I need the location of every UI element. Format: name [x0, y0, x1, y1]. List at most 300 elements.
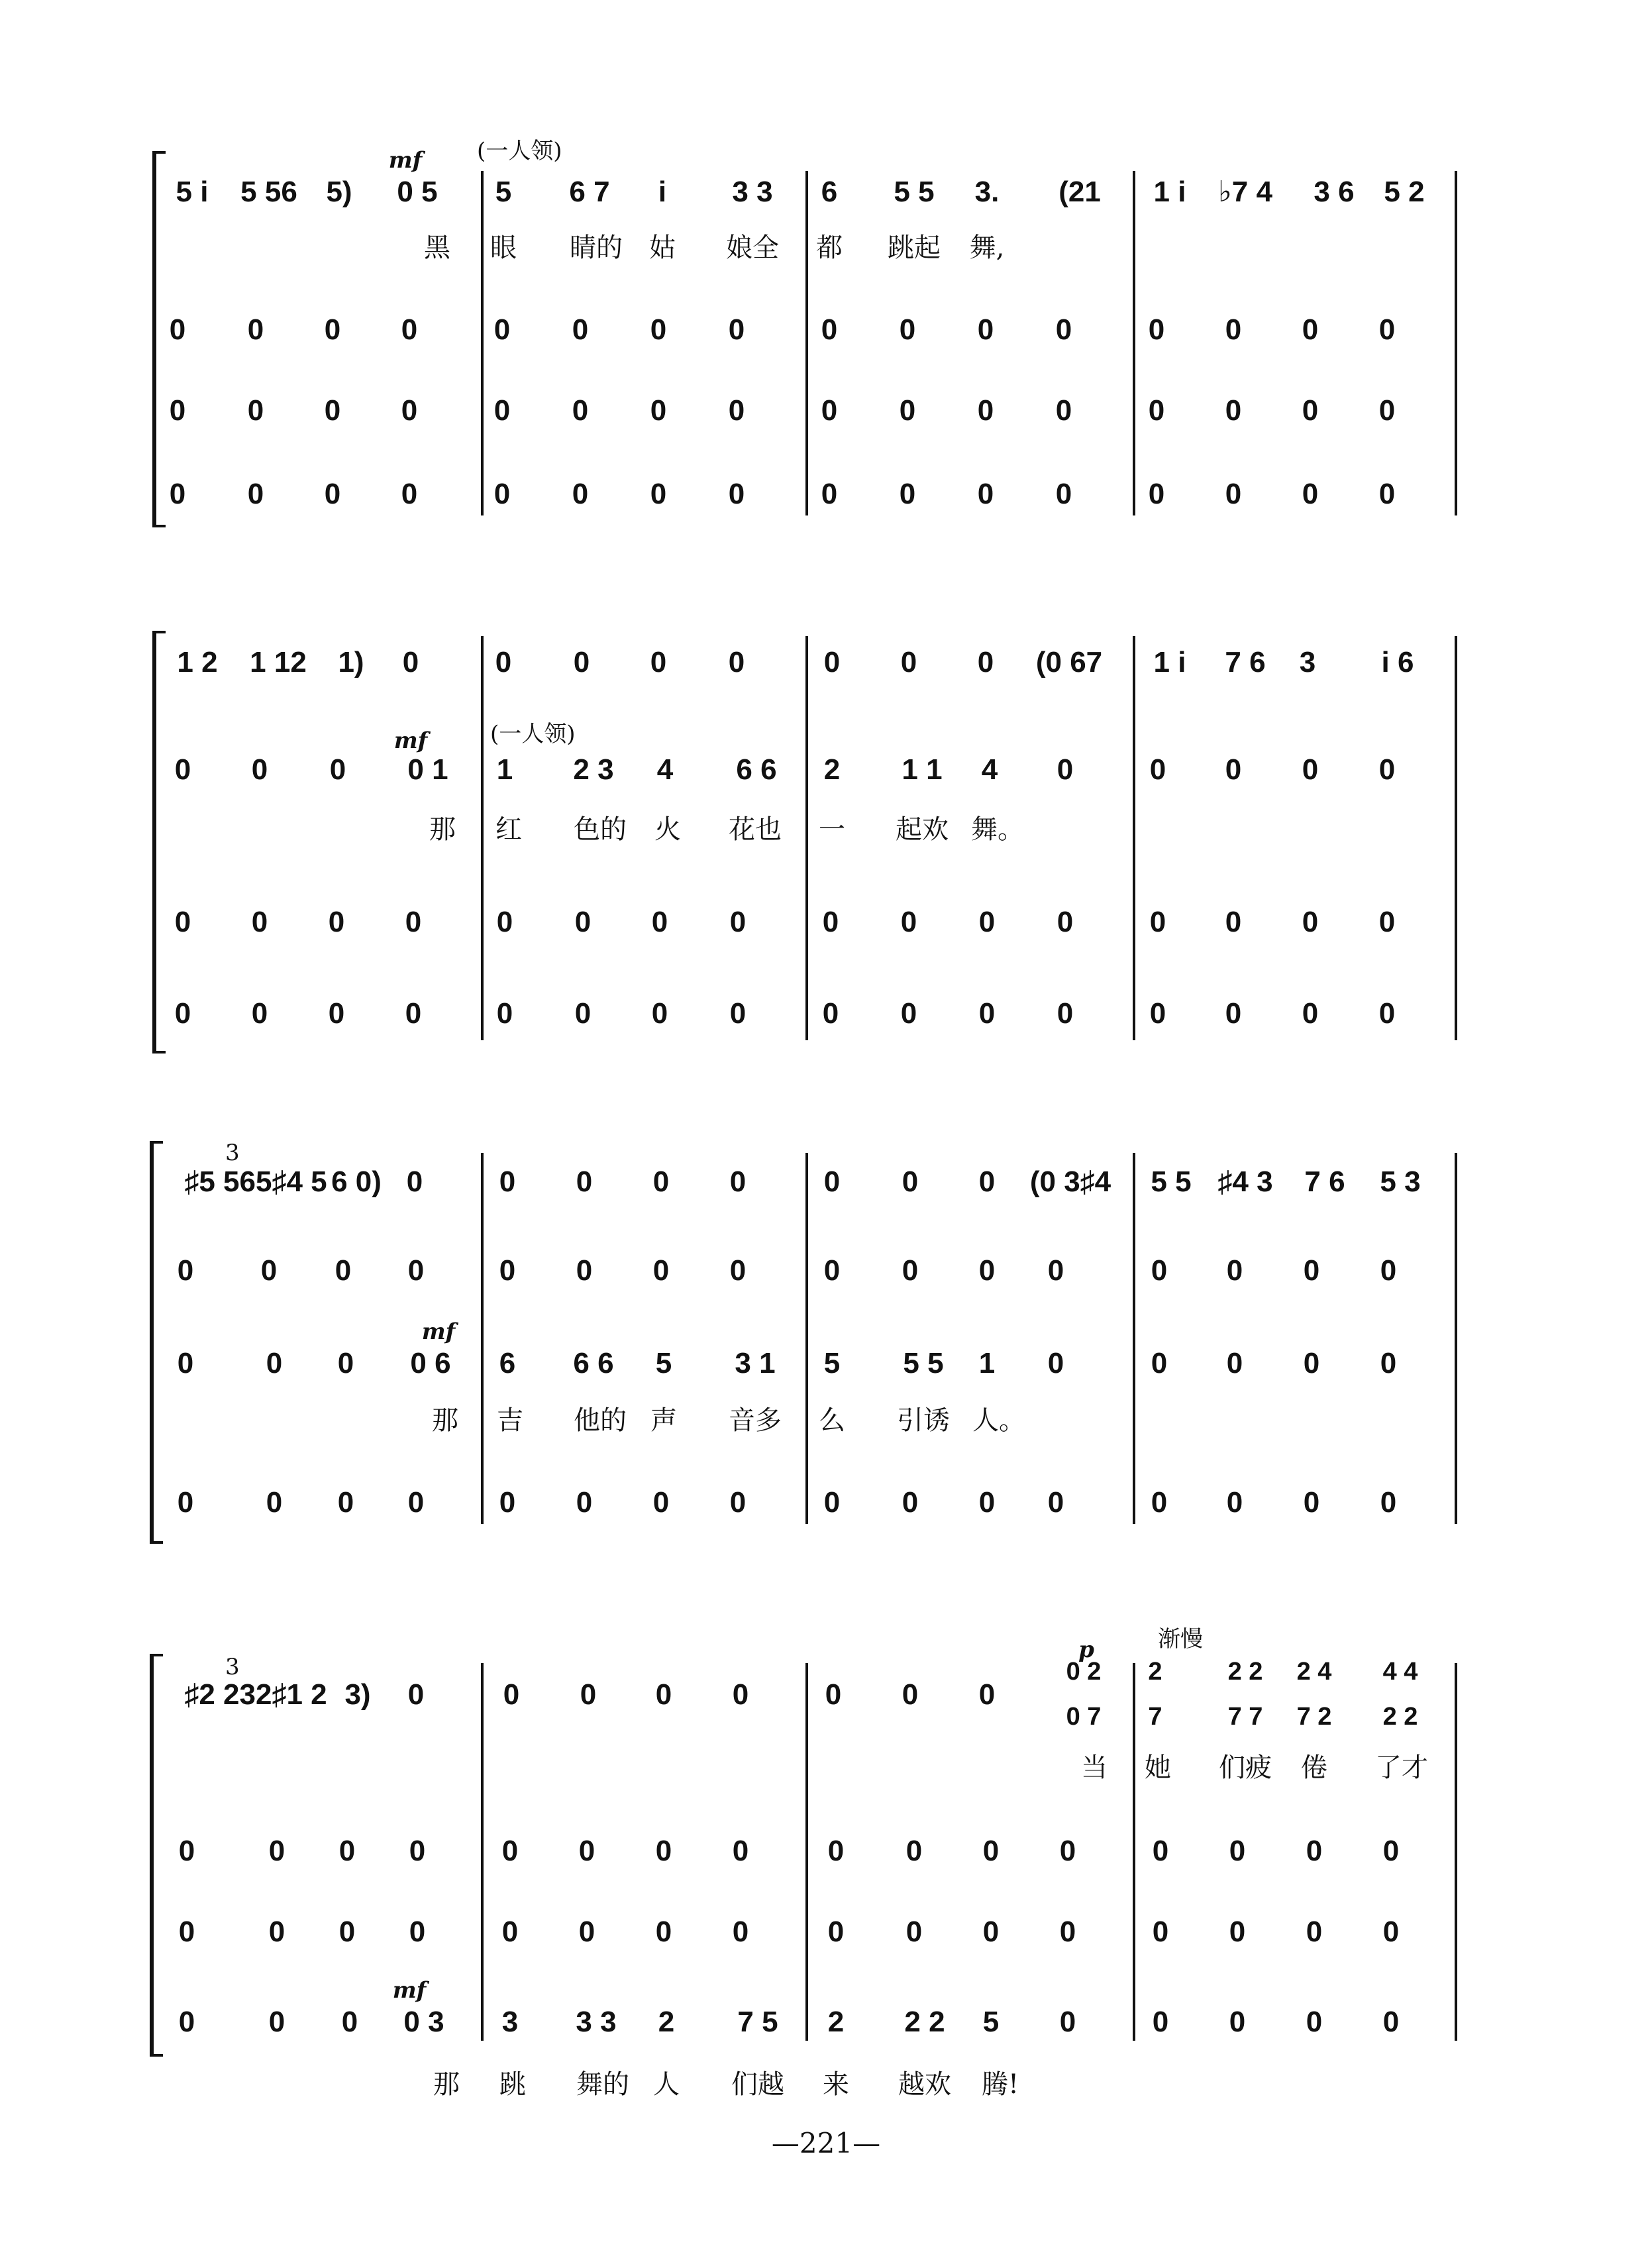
- lyric: 黑: [424, 233, 450, 263]
- triplet-mark: 3: [225, 1140, 240, 1166]
- note-token: 6: [821, 176, 838, 208]
- lyric: 舞。: [971, 814, 1024, 845]
- note-token: 0: [900, 997, 917, 1030]
- note-token: 0: [174, 997, 191, 1030]
- note-token: 0: [1152, 2006, 1169, 2038]
- note-token: 1 1: [902, 753, 943, 786]
- note-token: ♯4 3: [1217, 1165, 1273, 1198]
- note-token: 0: [338, 1835, 356, 1867]
- note-token: 0: [496, 997, 513, 1030]
- note-token: 7 5: [737, 2006, 778, 2038]
- note-token: 0: [409, 1835, 426, 1867]
- note-token: 0: [174, 753, 191, 786]
- note-token: 0: [328, 906, 345, 938]
- lyric: 红: [495, 814, 522, 845]
- note-token: 0: [821, 478, 838, 510]
- note-token: 0: [1225, 313, 1242, 346]
- lyric: 了才: [1375, 1753, 1428, 1783]
- note-token: 0: [1055, 394, 1072, 427]
- note-token: 0: [1059, 1835, 1076, 1867]
- lyric: 眼: [490, 233, 517, 263]
- lyric: 引诱: [897, 1405, 950, 1436]
- note-token: 0: [493, 313, 511, 346]
- note-token: 0: [402, 646, 419, 678]
- note-token: 0: [495, 646, 512, 678]
- note-token: 0: [1148, 394, 1165, 427]
- note-token: 0: [499, 1254, 516, 1287]
- note-token: 0: [978, 1254, 996, 1287]
- note-token: 0: [977, 478, 994, 510]
- note-token: 0: [405, 906, 422, 938]
- note-token: 0: [650, 646, 667, 678]
- note-token: 0: [827, 1916, 845, 1948]
- note-token: 0: [905, 1916, 923, 1948]
- note-token: 0: [902, 1486, 919, 1519]
- lyric: 舞的: [576, 2069, 629, 2100]
- lyric: 人: [653, 2069, 680, 2100]
- note-token: 0: [1302, 906, 1319, 938]
- note-token: 1 2: [177, 646, 218, 678]
- note-token: 1 12: [250, 646, 307, 678]
- note-token: 0: [266, 1486, 283, 1519]
- note-token: 0: [1226, 1486, 1243, 1519]
- note-token: 0: [493, 478, 511, 510]
- note-token: 0: [1149, 906, 1166, 938]
- lyric: 么: [819, 1405, 845, 1436]
- note-token: 0: [1378, 478, 1396, 510]
- note-token: 0: [178, 2006, 195, 2038]
- note-token: 0: [655, 1916, 672, 1948]
- tempo-mark: 渐慢: [1158, 1626, 1203, 1652]
- note-token: 3.: [974, 176, 1000, 208]
- note-token: 0: [652, 1486, 670, 1519]
- lyric: 一: [819, 814, 845, 845]
- note-token: 0: [178, 1835, 195, 1867]
- note-token: 0: [405, 997, 422, 1030]
- note-token: 0: [977, 394, 994, 427]
- note-token: 0: [501, 1916, 519, 1948]
- note-token: 0: [728, 646, 745, 678]
- dynamic-p: p: [1078, 1637, 1094, 1663]
- lyric: 们越: [731, 2069, 784, 2100]
- note-token: 0: [268, 1835, 285, 1867]
- note-token: 7 7: [1227, 1703, 1263, 1731]
- note-token: 0: [1225, 478, 1242, 510]
- note-token: 0: [251, 906, 268, 938]
- note-token: 3: [501, 2006, 519, 2038]
- note-token: 0: [729, 1165, 747, 1198]
- note-token: 0: [1229, 1835, 1246, 1867]
- lyric: 色的: [574, 814, 627, 845]
- note-token: 0: [341, 2006, 358, 2038]
- note-token: 0: [1151, 1254, 1168, 1287]
- lyric: 吉: [497, 1405, 523, 1436]
- note-token: 0: [1226, 1254, 1243, 1287]
- note-token: 0: [401, 478, 418, 510]
- note-token: 3: [1299, 646, 1316, 678]
- note-token: 0: [1055, 313, 1072, 346]
- note-token: 0: [728, 394, 745, 427]
- note-token: 0: [337, 1486, 354, 1519]
- note-token: 0: [1378, 753, 1396, 786]
- note-token: 0: [1059, 2006, 1076, 2038]
- note-token: 0: [1380, 1486, 1397, 1519]
- note-token: 0: [1055, 478, 1072, 510]
- note-token: i: [658, 176, 667, 208]
- note-token: 2 2: [904, 2006, 945, 2038]
- note-token: 0: [1380, 1254, 1397, 1287]
- system-brace: [150, 1141, 163, 1544]
- note-token: 0: [1303, 1347, 1320, 1379]
- note-token: 0: [1302, 313, 1319, 346]
- note-token: 0: [650, 313, 667, 346]
- barline: [481, 636, 484, 1040]
- lyric: 姑: [649, 233, 676, 263]
- note-token: 0 1: [407, 753, 448, 786]
- note-token: 4 4: [1382, 1658, 1418, 1686]
- note-token: 0: [1152, 1835, 1169, 1867]
- note-token: 1 i: [1153, 176, 1186, 208]
- note-token: 0: [407, 1486, 425, 1519]
- note-token: 0: [501, 1835, 519, 1867]
- note-token: 0: [178, 1916, 195, 1948]
- note-token: 5 2: [1384, 176, 1425, 208]
- note-token: 0: [174, 906, 191, 938]
- system-brace: [152, 151, 166, 527]
- note-token: 0 5: [397, 176, 438, 208]
- note-token: 0: [260, 1254, 278, 1287]
- note-token: 0: [1378, 997, 1396, 1030]
- note-token: 0: [1302, 997, 1319, 1030]
- barline: [481, 1663, 484, 2041]
- note-token: 0: [324, 394, 341, 427]
- note-token: 2 4: [1296, 1658, 1332, 1686]
- note-token: 6 6: [736, 753, 777, 786]
- note-token: 0: [1303, 1254, 1320, 1287]
- lyric: 起欢: [896, 814, 949, 845]
- note-token: 0: [900, 646, 917, 678]
- note-token: 0: [337, 1347, 354, 1379]
- note-token: 0: [499, 1486, 516, 1519]
- note-token: 0: [572, 313, 589, 346]
- note-token: 0: [1148, 478, 1165, 510]
- system-brace: [150, 1654, 163, 2057]
- note-token: 0: [902, 1678, 919, 1711]
- lyric: 来: [823, 2069, 849, 2100]
- note-token: 0: [576, 1165, 593, 1198]
- note-token: 5 5: [903, 1347, 944, 1379]
- lyric: 舞,: [969, 233, 1005, 263]
- note-token: 0: [247, 313, 264, 346]
- note-token: 0: [655, 1835, 672, 1867]
- note-token: 0: [268, 1916, 285, 1948]
- note-token: 0: [503, 1678, 520, 1711]
- note-token: 0: [652, 1254, 670, 1287]
- note-token: 0: [729, 1486, 747, 1519]
- note-token: 0: [821, 394, 838, 427]
- note-token: 7 6: [1225, 646, 1266, 678]
- lyric: 都: [816, 233, 843, 263]
- note-token: 6 0): [331, 1165, 382, 1198]
- note-token: 0: [823, 1254, 841, 1287]
- note-token: 0: [1226, 1347, 1243, 1379]
- note-token: 4: [656, 753, 674, 786]
- barline: [1133, 636, 1135, 1040]
- note-token: 0: [1380, 1347, 1397, 1379]
- note-token: 0: [499, 1165, 516, 1198]
- note-token: 1): [338, 646, 364, 678]
- note-token: 0: [1306, 1916, 1323, 1948]
- note-token: 0: [825, 1678, 842, 1711]
- note-token: 0: [338, 1916, 356, 1948]
- lyric: 他的: [574, 1405, 627, 1436]
- note-token: 0: [1057, 753, 1074, 786]
- lyric: 倦: [1301, 1753, 1327, 1783]
- note-token: 0: [729, 997, 747, 1030]
- dynamic-mark: mf: [393, 728, 428, 754]
- note-token: 0: [1149, 997, 1166, 1030]
- note-token: 0: [1302, 753, 1319, 786]
- note-token: 0: [902, 1165, 919, 1198]
- note-token: 6: [499, 1347, 516, 1379]
- barline: [1455, 1663, 1457, 2041]
- note-token: 0: [1382, 2006, 1400, 2038]
- note-token: 0: [1047, 1347, 1064, 1379]
- note-token: 0: [576, 1254, 593, 1287]
- note-token: 0: [978, 1165, 996, 1198]
- note-token: 0: [650, 478, 667, 510]
- note-token: 0: [823, 1165, 841, 1198]
- note-token: 7: [1148, 1703, 1162, 1731]
- barline: [805, 1663, 808, 2041]
- note-token: 0: [580, 1678, 597, 1711]
- note-token: 1: [978, 1347, 996, 1379]
- note-token: 2 2: [1227, 1658, 1263, 1686]
- barline: [481, 171, 484, 515]
- note-token: 0 3: [403, 2006, 444, 2038]
- note-token: 0: [1382, 1835, 1400, 1867]
- note-token: 0: [1303, 1486, 1320, 1519]
- note-token: 2: [658, 2006, 675, 2038]
- note-token: 0: [1225, 753, 1242, 786]
- dynamic-mark: mf: [388, 147, 423, 174]
- note-token: 0: [1302, 394, 1319, 427]
- note-token: 7 6: [1304, 1165, 1345, 1198]
- note-token: 0: [728, 478, 745, 510]
- note-token: 0: [572, 478, 589, 510]
- dynamic-mark: mf: [421, 1319, 456, 1345]
- note-token: 0: [902, 1254, 919, 1287]
- note-token: 2: [827, 2006, 845, 2038]
- barline: [805, 1153, 808, 1524]
- note-token: 0: [407, 1678, 425, 1711]
- note-token: 0: [1057, 997, 1074, 1030]
- note-token: 0: [1306, 2006, 1323, 2038]
- note-token: 0: [899, 313, 916, 346]
- note-token: 0: [1059, 1916, 1076, 1948]
- system-brace: [152, 631, 166, 1053]
- note-token: 5: [655, 1347, 672, 1379]
- note-token: 0: [977, 646, 994, 678]
- lyric: 娘全: [726, 233, 779, 263]
- note-token: 0: [335, 1254, 352, 1287]
- note-token: 0: [1229, 2006, 1246, 2038]
- lyric: 睛的: [570, 233, 623, 263]
- note-token: 0: [169, 313, 186, 346]
- note-token: 1: [496, 753, 513, 786]
- note-token: 0: [1382, 1916, 1400, 1948]
- note-token: 3 1: [735, 1347, 776, 1379]
- note-token: 0: [329, 753, 346, 786]
- note-token: 0: [1378, 313, 1396, 346]
- dynamic-mark: mf: [392, 1977, 427, 2004]
- note-token: 5 5: [894, 176, 935, 208]
- note-token: 0: [574, 997, 592, 1030]
- lyric: 当: [1081, 1753, 1108, 1783]
- note-token: ♭7 4: [1218, 176, 1272, 208]
- note-token: 0: [978, 906, 996, 938]
- note-token: 0: [822, 906, 839, 938]
- note-token: 0: [822, 997, 839, 1030]
- note-token: 5: [982, 2006, 1000, 2038]
- note-token: 0: [496, 906, 513, 938]
- note-token: 0: [823, 646, 841, 678]
- barline: [1455, 636, 1457, 1040]
- note-token: 0: [655, 1678, 672, 1711]
- page-number: —221—: [771, 2127, 881, 2159]
- note-token: 0: [732, 1835, 749, 1867]
- barline: [805, 636, 808, 1040]
- note-token: i 6: [1381, 646, 1414, 678]
- note-token: 5 56: [240, 176, 297, 208]
- note-token: 0: [729, 1254, 747, 1287]
- barline: [805, 171, 808, 515]
- lyric: 跳起: [888, 233, 941, 263]
- note-token: 0: [651, 997, 668, 1030]
- note-token: 0: [652, 1165, 670, 1198]
- note-token: 0: [827, 1835, 845, 1867]
- note-token: 0: [899, 394, 916, 427]
- note-token: 0: [1225, 906, 1242, 938]
- note-token: 0: [407, 1254, 425, 1287]
- note-token: 0: [1152, 1916, 1169, 1948]
- barline: [1133, 171, 1135, 515]
- note-token: 0: [409, 1916, 426, 1948]
- note-token: 0: [1151, 1486, 1168, 1519]
- note-token: 7 2: [1296, 1703, 1332, 1731]
- note-token: 0: [324, 478, 341, 510]
- note-token: 4: [981, 753, 998, 786]
- note-token: 0 2: [1066, 1658, 1102, 1686]
- note-token: 0: [578, 1916, 595, 1948]
- barline: [1133, 1663, 1135, 2041]
- note-token: 2: [1148, 1658, 1162, 1686]
- note-token: 0: [574, 906, 592, 938]
- note-token: 0: [247, 394, 264, 427]
- note-token: 0: [1057, 906, 1074, 938]
- note-token: 0: [251, 997, 268, 1030]
- note-token: 0: [900, 906, 917, 938]
- note-token: 0: [982, 1916, 1000, 1948]
- note-token: 0: [982, 1835, 1000, 1867]
- lyric: 们疲: [1219, 1753, 1272, 1783]
- triplet-mark: 3: [225, 1654, 240, 1680]
- note-token: ♯5 565♯4 5: [184, 1165, 327, 1198]
- note-token: 0: [1229, 1916, 1246, 1948]
- note-token: 0: [1151, 1347, 1168, 1379]
- note-token: 0: [406, 1165, 423, 1198]
- note-token: 0: [573, 646, 590, 678]
- note-token: 2: [823, 753, 841, 786]
- note-token: ♯2 232♯1 2: [184, 1678, 327, 1711]
- note-token: 0: [1306, 1835, 1323, 1867]
- note-token: 0: [578, 1835, 595, 1867]
- note-token: 3 6: [1314, 176, 1355, 208]
- note-token: 0: [169, 478, 186, 510]
- lyric: 花也: [729, 814, 782, 845]
- note-token: 0: [1047, 1486, 1064, 1519]
- note-token: 0: [823, 1486, 841, 1519]
- note-token: 0: [821, 313, 838, 346]
- note-token: 0: [905, 1835, 923, 1867]
- note-token: 0: [247, 478, 264, 510]
- note-token: 6 7: [569, 176, 610, 208]
- note-token: (0 3♯4: [1029, 1165, 1111, 1198]
- note-token: 6 6: [573, 1347, 614, 1379]
- note-token: 0: [1225, 394, 1242, 427]
- annotation: (一人领): [477, 138, 562, 164]
- note-token: 0: [576, 1486, 593, 1519]
- note-token: (21: [1058, 176, 1101, 208]
- note-token: 0: [651, 906, 668, 938]
- note-token: 0: [977, 313, 994, 346]
- lyric: 那: [429, 814, 456, 845]
- note-token: 3 3: [732, 176, 773, 208]
- note-token: 5): [326, 176, 352, 208]
- lyric: 越欢: [898, 2069, 951, 2100]
- note-token: 0: [729, 906, 747, 938]
- note-token: 2 3: [573, 753, 614, 786]
- note-token: 0: [401, 394, 418, 427]
- note-token: 0: [978, 1486, 996, 1519]
- note-token: 0: [1378, 394, 1396, 427]
- note-token: 0: [1302, 478, 1319, 510]
- note-token: 0: [572, 394, 589, 427]
- note-token: 0: [1047, 1254, 1064, 1287]
- note-token: 3 3: [576, 2006, 617, 2038]
- note-token: 0: [728, 313, 745, 346]
- note-token: 0: [268, 2006, 285, 2038]
- lyric: 腾!: [981, 2069, 1019, 2100]
- lyric: 声: [650, 1405, 677, 1436]
- lyric: 火: [654, 814, 681, 845]
- note-token: 5 5: [1151, 1165, 1192, 1198]
- lyric: 那: [432, 1405, 458, 1436]
- note-token: 0: [1378, 906, 1396, 938]
- lyric: 她: [1145, 1753, 1171, 1783]
- note-token: (0 67: [1035, 646, 1103, 678]
- note-token: 0: [401, 313, 418, 346]
- note-token: 0: [1148, 313, 1165, 346]
- note-token: 0: [493, 394, 511, 427]
- note-token: 5: [495, 176, 512, 208]
- annotation: (一人领): [490, 721, 576, 747]
- barline: [1133, 1153, 1135, 1524]
- note-token: 0: [177, 1347, 194, 1379]
- note-token: 0: [177, 1486, 194, 1519]
- note-token: 0 7: [1066, 1703, 1102, 1731]
- barline: [1455, 1153, 1457, 1524]
